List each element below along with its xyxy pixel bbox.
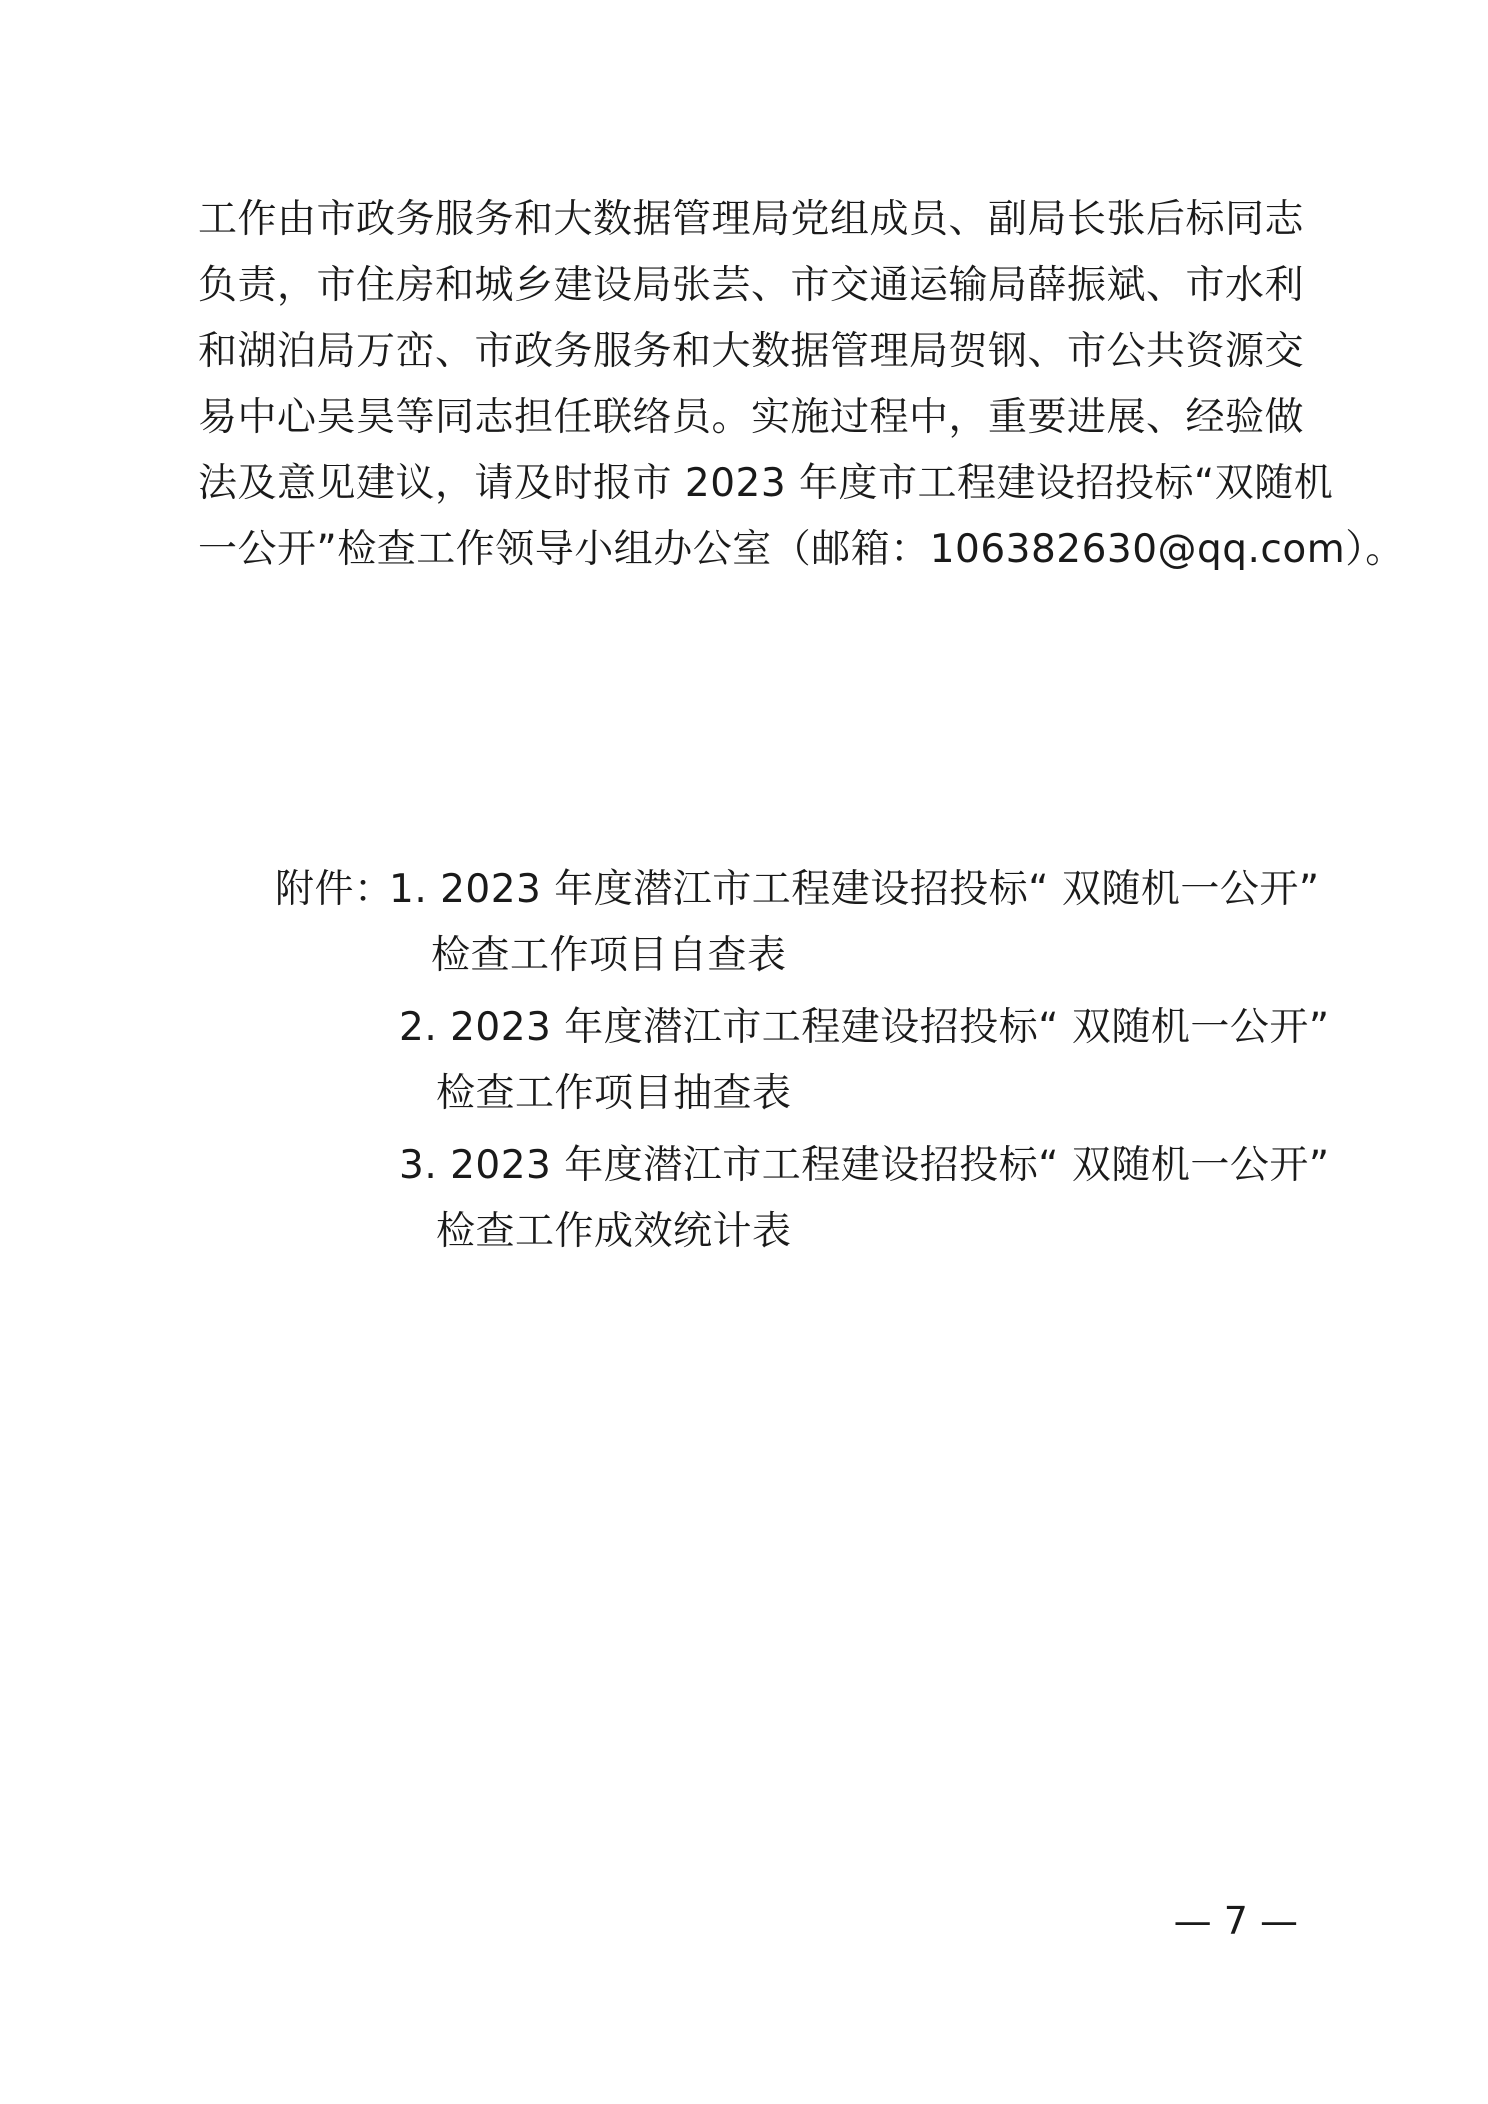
body-line: 工作由市政务服务和大数据管理局党组成员、副局长张后标同志 bbox=[198, 197, 1305, 242]
attachment-item-3-subtitle: 检查工作成效统计表 bbox=[436, 1209, 792, 1254]
body-line: 法及意见建议，请及时报市 2023 年度市工程建设招投标“双随机 bbox=[198, 461, 1334, 506]
body-line: 一公开”检查工作领导小组办公室（邮箱：106382630@qq.com）。 bbox=[198, 527, 1405, 572]
body-line: 易中心吴昊等同志担任联络员。实施过程中，重要进展、经验做 bbox=[198, 395, 1305, 440]
attachments-label: 附件： bbox=[275, 867, 394, 912]
attachment-item-1-title: 1. 2023 年度潜江市工程建设招投标“ 双随机一公开” bbox=[389, 867, 1320, 912]
attachment-item-1-subtitle: 检查工作项目自查表 bbox=[431, 933, 787, 978]
page-number: — 7 — bbox=[1173, 1899, 1298, 1943]
attachment-item-3-title: 3. 2023 年度潜江市工程建设招投标“ 双随机一公开” bbox=[399, 1143, 1330, 1188]
attachment-item-2-title: 2. 2023 年度潜江市工程建设招投标“ 双随机一公开” bbox=[399, 1005, 1330, 1050]
attachment-item-2-subtitle: 检查工作项目抽查表 bbox=[436, 1071, 792, 1116]
body-line: 负责，市住房和城乡建设局张芸、市交通运输局薛振斌、市水利 bbox=[198, 263, 1305, 308]
body-line: 和湖泊局万峦、市政务服务和大数据管理局贺钢、市公共资源交 bbox=[198, 329, 1305, 374]
